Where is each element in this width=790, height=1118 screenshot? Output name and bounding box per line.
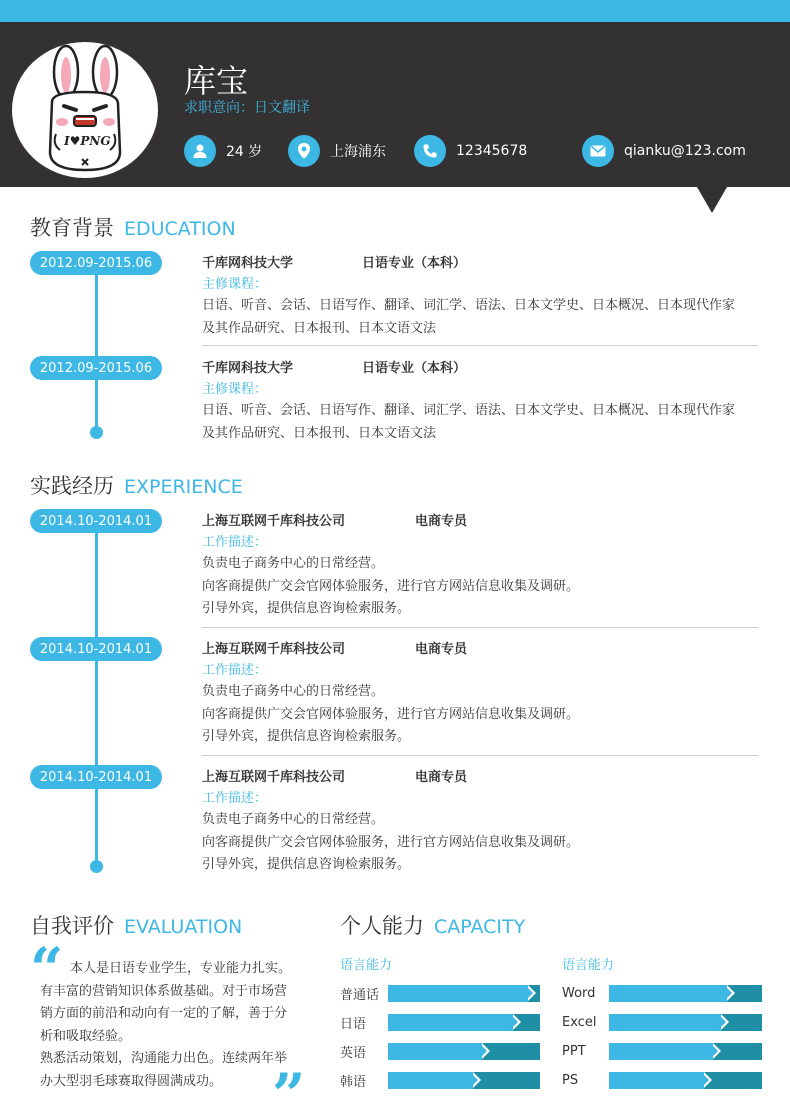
evaluation-title-cn: 自我评价	[30, 914, 114, 938]
evaluation-line: 销方面的前沿和动向有一定的了解，善于分	[40, 1006, 288, 1021]
experience-title	[30, 470, 243, 500]
skill-label-text: Word	[562, 985, 596, 1001]
entry-divider	[202, 627, 758, 628]
major-name: 日语专业（本科）	[362, 256, 467, 271]
courses-label: 主修课程：	[202, 277, 268, 292]
job-intent: 求职意向：日文翻译	[184, 100, 310, 116]
skill-bar	[388, 1072, 540, 1089]
experience-period-pill: 2014.10-2014.01	[30, 637, 162, 661]
skill-label	[562, 1070, 610, 1090]
skill-bar-chevron-inner	[710, 1043, 718, 1059]
duty-label: 工作描述：	[202, 663, 268, 678]
skill-label	[340, 1041, 388, 1061]
education-timeline-line	[95, 262, 98, 434]
info-location	[288, 135, 386, 167]
education-period-pill: 2012.09-2015.06	[30, 251, 162, 275]
capacity-column-title: 语言能力	[562, 958, 615, 973]
courses-line: 及其作品研究、日本报刊、日本文语文法	[202, 320, 437, 336]
experience-title-cn: 实践经历	[30, 474, 114, 498]
person-icon	[184, 135, 216, 167]
info-age	[184, 135, 262, 167]
experience-timeline-line	[95, 520, 98, 868]
open-quote-icon: “	[30, 935, 64, 1003]
age-text: 24 岁	[226, 144, 263, 160]
duty-line: 负责电子商务中心的日常经营。	[202, 556, 385, 571]
evaluation-line: 有丰富的营销知识体系做基础。对于市场营	[40, 983, 288, 999]
evaluation-text	[40, 958, 308, 1093]
duty-line: 负责电子商务中心的日常经营。	[202, 812, 385, 827]
courses-label: 主修课程：	[202, 382, 268, 397]
education-title-cn: 教育背景	[30, 216, 114, 240]
location-text: 上海浦东	[330, 144, 386, 160]
info-phone	[414, 135, 527, 167]
skill-bar-chevron-inner	[470, 1072, 478, 1088]
duty-label: 工作描述：	[202, 791, 268, 806]
skill-bar	[388, 985, 540, 1002]
capacity-title	[340, 910, 525, 940]
skill-bar-chevron-inner	[718, 1014, 726, 1030]
skill-label	[562, 983, 610, 1003]
capacity-title-en: CAPACITY	[434, 916, 526, 938]
location-pin-icon	[288, 135, 320, 167]
skill-label-text: 韩语	[340, 1074, 367, 1090]
email-icon	[582, 135, 614, 167]
candidate-name: 库宝	[184, 62, 249, 100]
skill-label-text: 英语	[340, 1045, 367, 1061]
skill-bar-chevron-inner	[510, 1014, 518, 1030]
avatar	[12, 42, 158, 178]
capacity-column-title: 语言能力	[340, 958, 393, 973]
entry-divider	[202, 755, 758, 756]
skill-label-text: PPT	[562, 1043, 586, 1059]
avatar-shirt-text: I♥PNG	[64, 134, 111, 148]
phone-icon	[414, 135, 446, 167]
skill-bar-fill	[388, 985, 528, 1002]
evaluation-line: 办大型羽毛球赛取得圆满成功。	[40, 1073, 223, 1089]
skill-bar-fill	[609, 985, 727, 1002]
school-name: 千库网科技大学	[202, 361, 294, 376]
skill-bar	[609, 1043, 762, 1060]
header-notch	[697, 187, 727, 213]
skill-bar	[609, 1014, 762, 1031]
experience-entry	[202, 638, 758, 749]
duty-label: 工作描述：	[202, 535, 268, 550]
duty-line: 向客商提供广交会官网体验服务，进行官方网站信息收集及调研。	[202, 834, 580, 850]
experience-timeline-end-dot	[90, 860, 103, 873]
skill-label-text: 日语	[340, 1016, 367, 1032]
position-name: 电商专员	[415, 770, 468, 785]
duty-line: 向客商提供广交会官网体验服务，进行官方网站信息收集及调研。	[202, 578, 580, 594]
close-quote-icon: ”	[272, 1061, 306, 1118]
experience-title-en: EXPERIENCE	[124, 476, 243, 498]
courses-line: 日语、听音、会话、日语写作、翻译、词汇学、语法、日本文学史、日本概况、日本现代作家	[202, 403, 736, 418]
rabbit-mascot-icon	[12, 42, 158, 178]
skill-bar	[388, 1043, 540, 1060]
duty-line: 负责电子商务中心的日常经营。	[202, 684, 385, 699]
capacity-title-cn: 个人能力	[340, 914, 424, 938]
education-timeline-end-dot	[90, 426, 103, 439]
education-title-en: EDUCATION	[124, 218, 236, 240]
skill-label-text: PS	[562, 1072, 579, 1088]
experience-period-pill: 2014.10-2014.01	[30, 765, 162, 789]
education-period-pill: 2012.09-2015.06	[30, 356, 162, 380]
email-text: qianku@123.com	[624, 143, 746, 159]
evaluation-line: 熟悉活动策划，沟通能力出色。连续两年举	[40, 1051, 288, 1066]
experience-period-pill: 2014.10-2014.01	[30, 509, 162, 533]
skill-bar-chevron-inner	[479, 1043, 487, 1059]
skill-label	[340, 1070, 388, 1090]
skill-bar-chevron-inner	[525, 985, 533, 1001]
skill-bar-fill	[609, 1014, 721, 1031]
skill-bar	[609, 1072, 762, 1089]
position-name: 电商专员	[415, 514, 468, 529]
skill-label-text: 普通话	[340, 987, 380, 1003]
duty-line: 引导外宾，提供信息咨询检索服务。	[202, 729, 411, 744]
skill-bar-chevron-inner	[724, 985, 732, 1001]
skill-label	[562, 1012, 610, 1032]
skill-bar-chevron-inner	[701, 1072, 709, 1088]
major-name: 日语专业（本科）	[362, 361, 467, 376]
skill-bar	[388, 1014, 540, 1031]
evaluation-line: 本人是日语专业学生，专业能力扎实。	[70, 961, 292, 976]
school-name: 千库网科技大学	[202, 256, 294, 271]
phone-text: 12345678	[456, 143, 528, 159]
position-name: 电商专员	[415, 642, 468, 657]
entry-divider	[202, 345, 758, 346]
skill-bar-fill	[388, 1014, 513, 1031]
duty-line: 向客商提供广交会官网体验服务，进行官方网站信息收集及调研。	[202, 706, 580, 722]
skill-bar-fill	[388, 1072, 473, 1089]
skill-bar	[609, 985, 762, 1002]
company-name: 上海互联网千库科技公司	[202, 770, 346, 785]
education-entry	[202, 252, 758, 340]
courses-line: 日语、听音、会话、日语写作、翻译、词汇学、语法、日本文学史、日本概况、日本现代作家	[202, 298, 736, 313]
education-entry	[202, 357, 758, 445]
skill-label-text: Excel	[562, 1014, 597, 1030]
evaluation-line: 析和吸取经验。	[40, 1028, 132, 1044]
courses-line: 及其作品研究、日本报刊、日本文语文法	[202, 425, 437, 441]
skill-label	[340, 983, 388, 1003]
skill-label	[340, 1012, 388, 1032]
experience-entry	[202, 766, 758, 877]
duty-line: 引导外宾，提供信息咨询检索服务。	[202, 601, 411, 616]
company-name: 上海互联网千库科技公司	[202, 514, 346, 529]
evaluation-title-en: EVALUATION	[124, 916, 243, 938]
education-title	[30, 212, 236, 242]
top-accent-bar	[0, 0, 790, 22]
company-name: 上海互联网千库科技公司	[202, 642, 346, 657]
skill-bar-fill	[388, 1043, 482, 1060]
skill-bar-fill	[609, 1043, 713, 1060]
skill-bar-fill	[609, 1072, 704, 1089]
duty-line: 引导外宾，提供信息咨询检索服务。	[202, 857, 411, 872]
skill-label	[562, 1041, 610, 1061]
experience-entry	[202, 510, 758, 621]
info-email	[582, 135, 746, 167]
